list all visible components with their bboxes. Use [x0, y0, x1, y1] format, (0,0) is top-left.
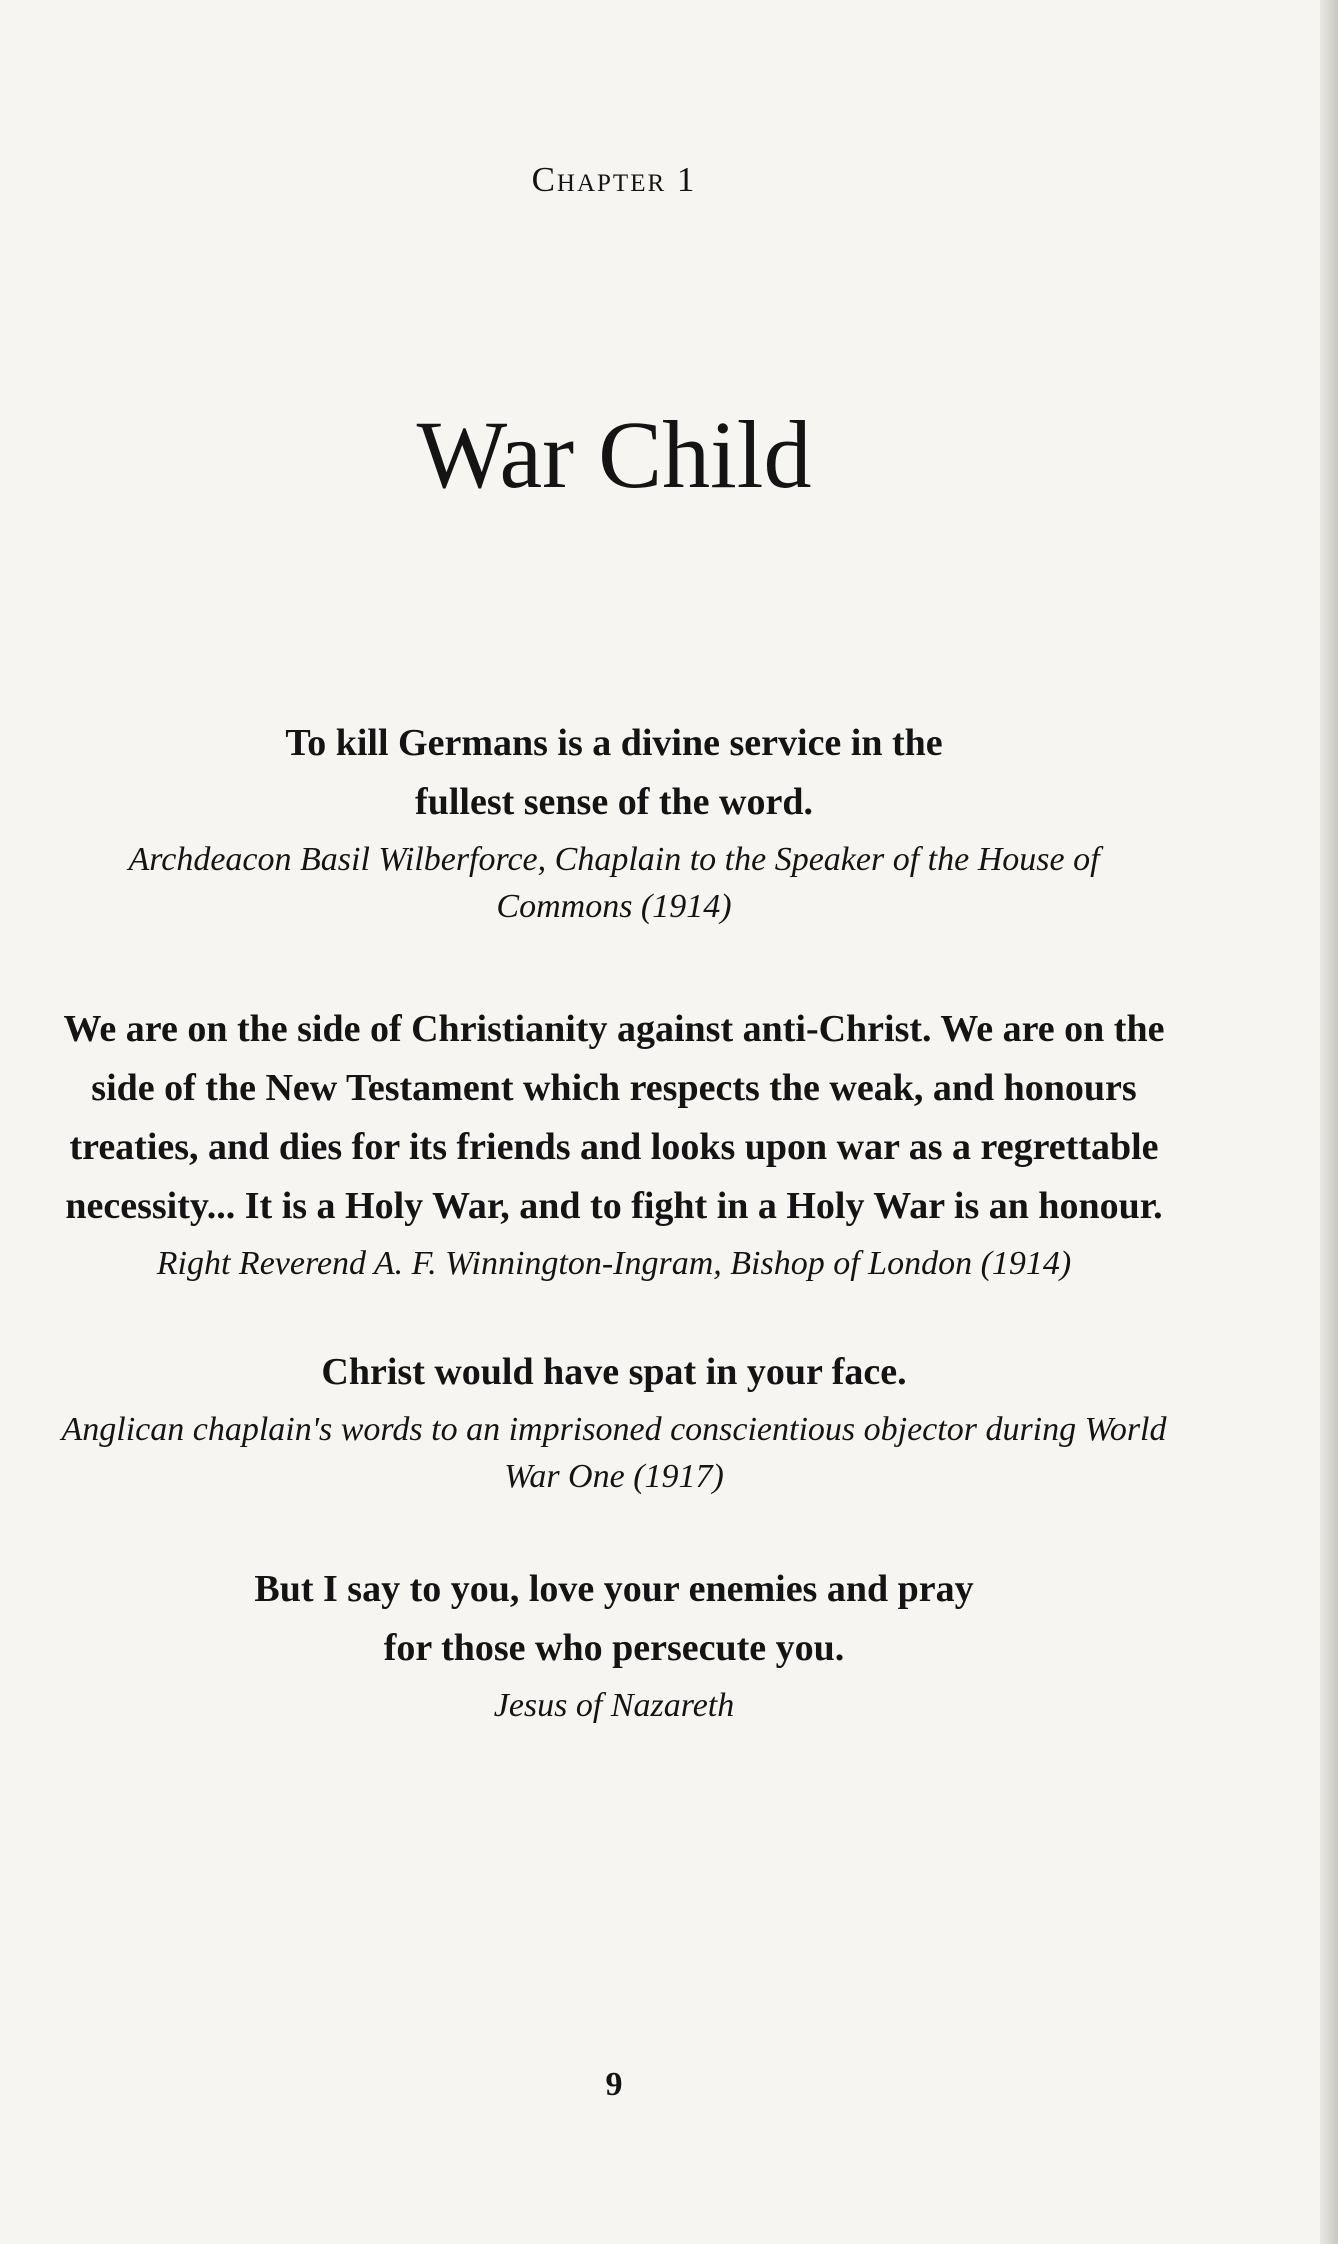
epigraph [40, 714, 1188, 930]
epigraph-quote: We are on the side of Christianity against anti-Christ. We are on the side of the New Testament which respects the weak, and honours treaties, and dies for its friends and looks upon war as a regrettable necessity... It is a Holy War, and to fight in a Holy War is an honour. [63, 1008, 1165, 1227]
epigraph-attribution: Archdeacon Basil Wilberforce, Chaplain to the Speaker of the House of Commons (1914) [128, 841, 1100, 925]
page-number: 9 [605, 2066, 623, 2103]
epigraph-attribution: Jesus of Nazareth [493, 1687, 735, 1724]
chapter-title: War Child [416, 401, 812, 508]
epigraph [40, 1000, 1188, 1287]
chapter-label: Chapter 1 [531, 160, 697, 199]
epigraph-quote: Christ would have spat in your face. [321, 1351, 907, 1393]
epigraph [40, 1560, 1188, 1729]
epigraph-list [40, 714, 1188, 1729]
epigraph-attribution: Right Reverend A. F. Winnington-Ingram, Bishop of London (1914) [156, 1245, 1072, 1282]
page-edge [1320, 0, 1338, 2244]
epigraph-attribution: Anglican chaplain's words to an imprisoned conscientious objector during World War One (1917) [61, 1411, 1167, 1495]
epigraph [40, 1343, 1188, 1500]
epigraph-quote: But I say to you, love your enemies and pray for those who persecute you. [254, 1568, 974, 1669]
epigraph-quote: To kill Germans is a divine service in the fullest sense of the word. [285, 722, 943, 823]
